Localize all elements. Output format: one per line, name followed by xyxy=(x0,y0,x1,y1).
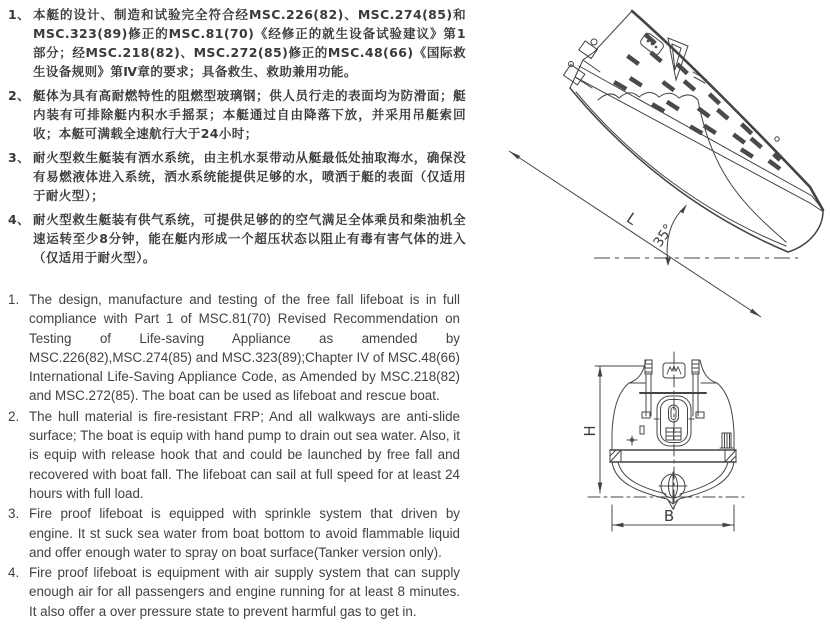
walkway-tread-dashes xyxy=(602,34,782,173)
item-number: 3. xyxy=(8,506,20,522)
item-number: 3、 xyxy=(8,150,30,165)
en-spec-item-3 xyxy=(8,504,460,562)
dimension-arrowheads xyxy=(598,366,733,527)
lifeboat-side-view-drawing xyxy=(470,0,830,330)
height-dimension-line xyxy=(595,366,644,493)
en-spec-item-1 xyxy=(8,290,460,406)
item-number: 1、 xyxy=(8,7,30,22)
cn-spec-item-3 xyxy=(8,148,466,205)
cn-spec-item-4 xyxy=(8,210,466,267)
angle-label-35: 35° xyxy=(650,221,678,251)
lifeboat-stern-view-drawing xyxy=(570,348,750,543)
chinese-spec-section xyxy=(8,5,466,272)
item-text: 耐火型救生艇装有供气系统，可提供足够的的空气满足全体乘员和柴油机全速运转至少8分钟，能在艇内形成一个超压状态以阻止有毒有害气体的进入（仅适用于耐火型）。 xyxy=(33,212,466,265)
item-number: 1. xyxy=(8,292,20,307)
boat-outline xyxy=(563,11,823,252)
length-dimension-line xyxy=(509,151,798,317)
item-number: 2. xyxy=(8,408,20,424)
item-text: 艇体为具有高耐燃特性的阻燃型玻璃钢；供人员行走的表面均为防滑面；艇内装有可排除艇内积水手摇泵；本艇通过自由降落下放，并采用吊艇索回收；本艇可满载全速航行大于24小时； xyxy=(33,88,466,141)
stern-outline xyxy=(588,352,744,531)
dim-label-H: H xyxy=(581,425,599,437)
item-text: 本艇的设计、制造和试验完全符合经MSC.226(82)、MSC.274(85)和MSC.323(89)修正的MSC.81(70)《经修正的就生设备试验建议》第1部分；经MSC.218(82)、MSC.272(85)修正的MSC.48(66)《国际救生设备规则》第Ⅳ章的要求；具备救生、救助兼用功能。 xyxy=(33,7,466,79)
cn-spec-item-2 xyxy=(8,86,466,143)
en-spec-item-4 xyxy=(8,563,460,621)
item-text: The design, manufacture and testing of the free fall lifeboat is in full compliance with Part 1 of MSC.81(70) Revised Recommendation on Testing of Life-saving Appliance as amended by MSC.226(82),MSC.274(85) and MSC.323(89);Chapter IV of MSC.48(66) International Life-Saving Appliance Code, as Amended by MSC.218(82) and MSC.272(85). The boat can be used as lifeboat and rescue boat. xyxy=(29,292,460,404)
en-spec-item-2 xyxy=(8,407,460,503)
item-text: Fire proof lifeboat is equipment with air supply system that can supply enough air for all passengers and engine running for at least 8 minutes. It also offer a over pressure state to prevent harmful gas to get in. xyxy=(29,565,460,619)
cn-spec-item-1 xyxy=(8,5,466,81)
dim-label-B: B xyxy=(663,507,675,525)
item-text: The hull material is fire-resistant FRP; And all walkways are anti-slide surface; The boat is equip with hand pump to drain out sea water. Also, it is equip with release hook that and could be launched by free fall and recovered with boat fall. The lifeboat can sail at full speed for at least 24 hours with full load. xyxy=(29,408,460,501)
dim-label-L: L xyxy=(623,209,641,229)
item-number: 2、 xyxy=(8,88,30,103)
item-text: Fire proof lifeboat is equipped with sprinkle system that driven by engine. It st suck sea water from boat bottom to avoid flammable liquid and offer enough water to spray on boat surface(Tanker version only). xyxy=(29,506,460,560)
item-number: 4、 xyxy=(8,212,30,227)
item-text: 耐火型救生艇装有洒水系统，由主机水泵带动从艇最低处抽取海水，确保没有易燃液体进入系统，洒水系统能提供足够的水，喷洒于艇的表面（仅适用于耐火型）； xyxy=(33,150,466,203)
item-number: 4. xyxy=(8,565,20,581)
english-spec-section xyxy=(8,290,460,622)
